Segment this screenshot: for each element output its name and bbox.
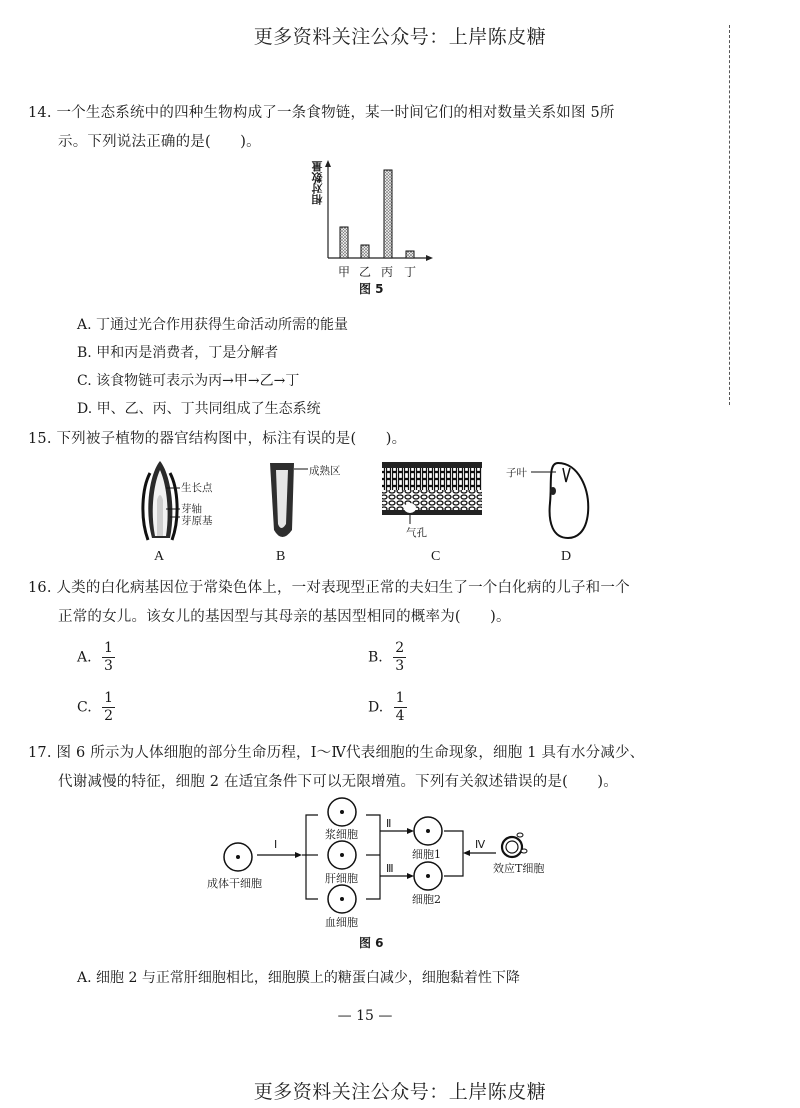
label-bud-axis: 芽轴	[181, 503, 202, 515]
option-letter: B.	[77, 345, 92, 361]
denominator: 3	[395, 658, 405, 674]
option-letter: A.	[77, 649, 92, 666]
numerator: 2	[395, 640, 405, 656]
q16-option-a[interactable]	[77, 640, 115, 675]
q16-option-d[interactable]	[368, 690, 407, 725]
option-text: 甲和丙是消费者，丁是分解者	[96, 345, 279, 361]
q16-text-line1: 人类的白化病基因位于常染色体上，一对表现型正常的夫妇生了一个白化病的儿子和一个	[56, 580, 630, 596]
x-tick-yi: 乙	[359, 265, 372, 279]
figure-5-caption: 图 5	[359, 282, 384, 296]
denominator: 4	[395, 708, 405, 724]
figure-letter-b: B	[276, 549, 286, 564]
label-step-ii: Ⅱ	[386, 818, 392, 830]
q15-number: 15.	[28, 431, 52, 447]
numerator: 1	[395, 690, 405, 706]
figure-letter-a: A	[154, 549, 165, 564]
label-bud-primordium: 芽原基	[181, 515, 213, 527]
q14-stem-line1	[28, 101, 615, 122]
q17-stem-line1	[28, 741, 644, 762]
label-cell-1: 细胞1	[412, 848, 441, 861]
numerator: 1	[104, 640, 113, 656]
option-letter: D.	[368, 699, 384, 716]
figure-6-caption: 图 6	[359, 936, 384, 950]
option-text: 丁通过光合作用获得生命活动所需的能量	[96, 317, 349, 333]
fraction	[393, 640, 406, 675]
option-letter: A.	[77, 970, 92, 986]
label-stoma: 气孔	[406, 527, 427, 539]
q16-number: 16.	[28, 580, 52, 596]
figure-b-root-tip	[262, 458, 372, 568]
figure-letter-c: C	[431, 549, 441, 564]
denominator: 3	[104, 658, 113, 674]
q14-number: 14.	[28, 105, 52, 121]
label-liver-cell: 肝细胞	[325, 872, 358, 885]
figure-5-bar-chart	[308, 155, 438, 295]
top-banner: 更多资料关注公众号：上岸陈皮糖	[253, 26, 547, 48]
q14-option-c[interactable]	[77, 370, 299, 390]
figure-6-diagram	[200, 795, 550, 955]
option-text: 该食物链可表示为丙→甲→乙→丁	[96, 373, 300, 389]
q14-option-a[interactable]	[77, 314, 348, 334]
figure-c-leaf-section	[380, 458, 490, 568]
label-step-iii: Ⅲ	[386, 863, 394, 875]
q16-text-line2: 正常的女儿。该女儿的基因型与其母亲的基因型相同的概率为( )。	[58, 609, 511, 625]
q14-text-line1: 一个生态系统中的四种生物构成了一条食物链，某一时间它们的相对数量关系如图 5所	[56, 105, 615, 121]
x-tick-ding: 丁	[404, 265, 417, 279]
q14-option-b[interactable]	[77, 342, 278, 362]
figure-a-bud	[130, 458, 240, 568]
label-maturation-zone: 成熟区	[309, 465, 341, 477]
figure-d-seed	[508, 458, 618, 568]
x-tick-bing: 丙	[381, 265, 394, 279]
figure-letter-d: D	[561, 549, 572, 564]
label-plasma-cell: 浆细胞	[325, 828, 358, 841]
q17-text-line1: 图 6 所示为人体细胞的部分生命历程，Ⅰ～Ⅳ代表细胞的生命现象，细胞 1 具有水分减少、	[56, 745, 645, 761]
x-tick-jia: 甲	[338, 265, 351, 279]
q14-option-d[interactable]	[77, 398, 321, 418]
q16-stem-line1	[28, 576, 630, 597]
label-cell-2: 细胞2	[412, 893, 441, 906]
q16-option-c[interactable]	[77, 690, 115, 725]
option-letter: D.	[77, 401, 93, 417]
y-axis-label: 相对数量	[311, 161, 324, 205]
q17-text-line2: 代谢减慢的特征，细胞 2 在适宜条件下可以无限增殖。下列有关叙述错误的是( )。	[58, 774, 618, 790]
q17-option-a[interactable]	[77, 967, 520, 987]
option-letter: A.	[77, 317, 92, 333]
label-step-i: Ⅰ	[274, 839, 278, 851]
fraction	[102, 640, 115, 675]
label-growth-point: 生长点	[181, 482, 213, 494]
label-step-iv: Ⅳ	[475, 839, 486, 851]
label-effector-t-cell: 效应T细胞	[493, 862, 545, 875]
option-letter: B.	[368, 649, 383, 666]
bottom-banner: 更多资料关注公众号：上岸陈皮糖	[253, 1081, 547, 1103]
label-blood-cell: 血细胞	[325, 916, 358, 929]
q16-option-b[interactable]	[368, 640, 406, 675]
fraction	[102, 690, 115, 725]
q14-text-line2: 示。下列说法正确的是( )。	[58, 134, 261, 150]
margin-rule	[729, 25, 731, 405]
label-adult-stem-cell: 成体干细胞	[207, 877, 262, 890]
option-text: 细胞 2 与正常肝细胞相比，细胞膜上的糖蛋白减少，细胞黏着性下降	[96, 970, 520, 986]
label-cotyledon: 子叶	[506, 467, 527, 479]
fraction	[394, 690, 407, 725]
bar-chart-svg	[308, 155, 438, 295]
option-letter: C.	[77, 699, 92, 716]
denominator: 2	[104, 708, 114, 724]
option-text: 甲、乙、丙、丁共同组成了生态系统	[96, 401, 321, 417]
q15-text: 下列被子植物的器官结构图中，标注有误的是( )。	[56, 431, 407, 447]
q17-number: 17.	[28, 745, 52, 761]
q15-stem	[28, 427, 406, 448]
option-letter: C.	[77, 373, 92, 389]
numerator: 1	[104, 690, 114, 706]
page-number: — 15 —	[337, 1008, 393, 1024]
